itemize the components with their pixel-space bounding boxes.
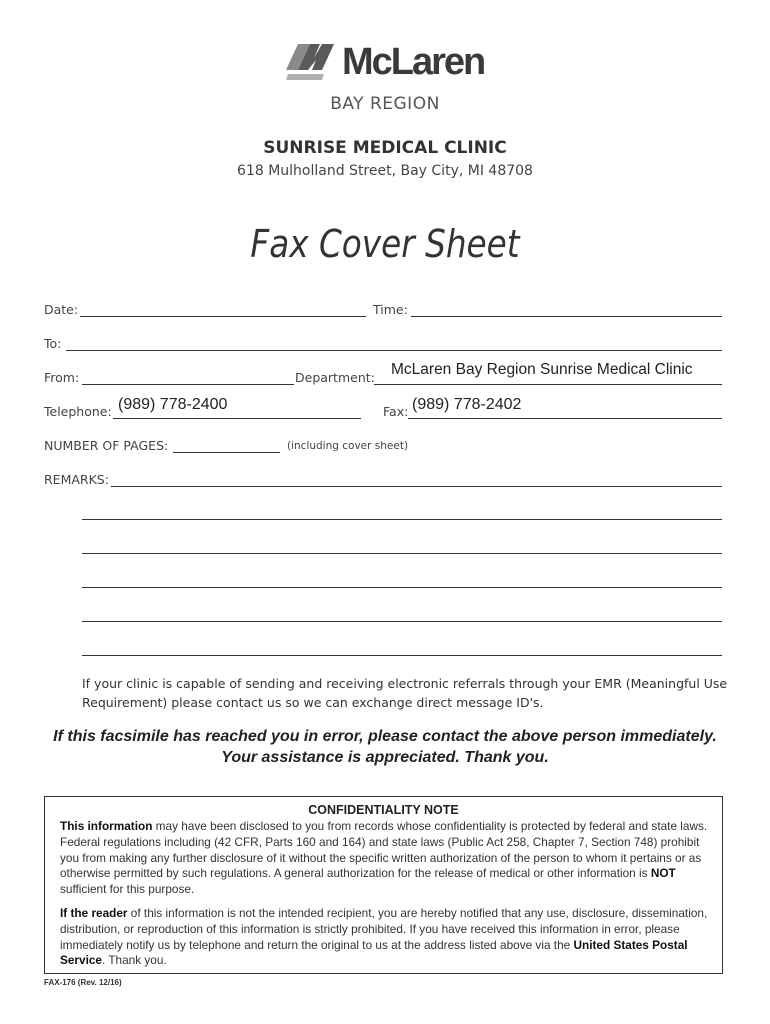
clinic-name: SUNRISE MEDICAL CLINIC [263,138,507,158]
confidentiality-title: CONFIDENTIALITY NOTE [308,803,459,817]
p2-usps: United States Postal Service [60,937,688,968]
time-label: Time: [373,302,408,317]
clinic-address: 618 Mulholland Street, Bay City, MI 48708 [237,163,533,179]
remarks-label: REMARKS: [44,472,109,487]
telephone-label: Telephone: [44,404,112,419]
error-notice [0,726,770,768]
department-label: Department: [295,370,375,385]
mclaren-mark-icon [284,40,336,85]
p2-text-b: . Thank you. [101,953,167,968]
fax-value: (989) 778-2402 [412,396,522,413]
mclaren-logo [284,40,494,85]
error-notice-line-1: If this facsimile has reached you in error, please contact the above person immediately. [53,728,717,745]
remarks-line[interactable] [82,587,722,588]
confidentiality-paragraph-2 [60,906,708,969]
date-field[interactable] [80,316,366,317]
form-number: FAX-176 (Rev. 12/16) [44,978,122,987]
confidentiality-paragraph-1 [60,819,708,898]
error-notice-line-2: Your assistance is appreciated. Thank you. [221,749,549,766]
date-label: Date: [44,302,79,317]
from-label: From: [44,370,80,385]
remarks-line[interactable] [82,519,722,520]
from-field[interactable] [82,384,294,385]
region-label: BAY REGION [330,94,440,114]
fax-field[interactable] [408,418,722,419]
p2-text-a: of this information is not the intended recipient, you are hereby notified that any use, disclosure, dissemination, distribution, or reproduction of this information is strictly prohibited. If you have received this information in error, please immediately notify us by telephone and return the original to us at the address listed above via the [60,906,708,952]
pages-label: NUMBER OF PAGES: [44,438,169,453]
logo-wordmark: McLaren [342,41,485,83]
remarks-line[interactable] [82,553,722,554]
p1-lead: This information [60,819,153,833]
p1-text-a: may have been disclosed to you from records whose confidentiality is protected by federal and state laws. Federal regulations including (42 CFR, Parts 160 and 164) and state laws (Public Act 258, Chapter 7, Section 748) prohibit you from making any further disclosure of it without the specific written authorization of the person to whom it pertains or as otherwise permitted by such regulations. A general authorization for the release of medical or other information is [60,819,708,881]
p1-not: NOT [650,866,676,881]
remarks-line[interactable] [111,486,722,487]
to-label: To: [44,336,62,351]
time-field[interactable] [411,316,722,317]
page-title: Fax Cover Sheet [250,222,520,266]
to-field[interactable] [66,350,722,351]
p1-text-b: sufficient for this purpose. [60,882,195,897]
remarks-line[interactable] [82,655,722,656]
p2-lead: If the reader [60,906,128,920]
telephone-value: (989) 778-2400 [118,396,228,413]
department-field[interactable] [374,384,722,385]
emr-notice: If your clinic is capable of sending and receiving electronic referrals through your EMR (Meaningful Use Requirement) please contact us so we can exchange direct message ID's. [82,676,728,710]
pages-field[interactable] [173,452,280,453]
pages-note: (including cover sheet) [287,440,409,452]
remarks-line[interactable] [82,621,722,622]
fax-label: Fax: [383,404,409,419]
confidentiality-box [44,796,723,974]
telephone-field[interactable] [113,418,361,419]
department-value: McLaren Bay Region Sunrise Medical Clinic [391,361,693,378]
